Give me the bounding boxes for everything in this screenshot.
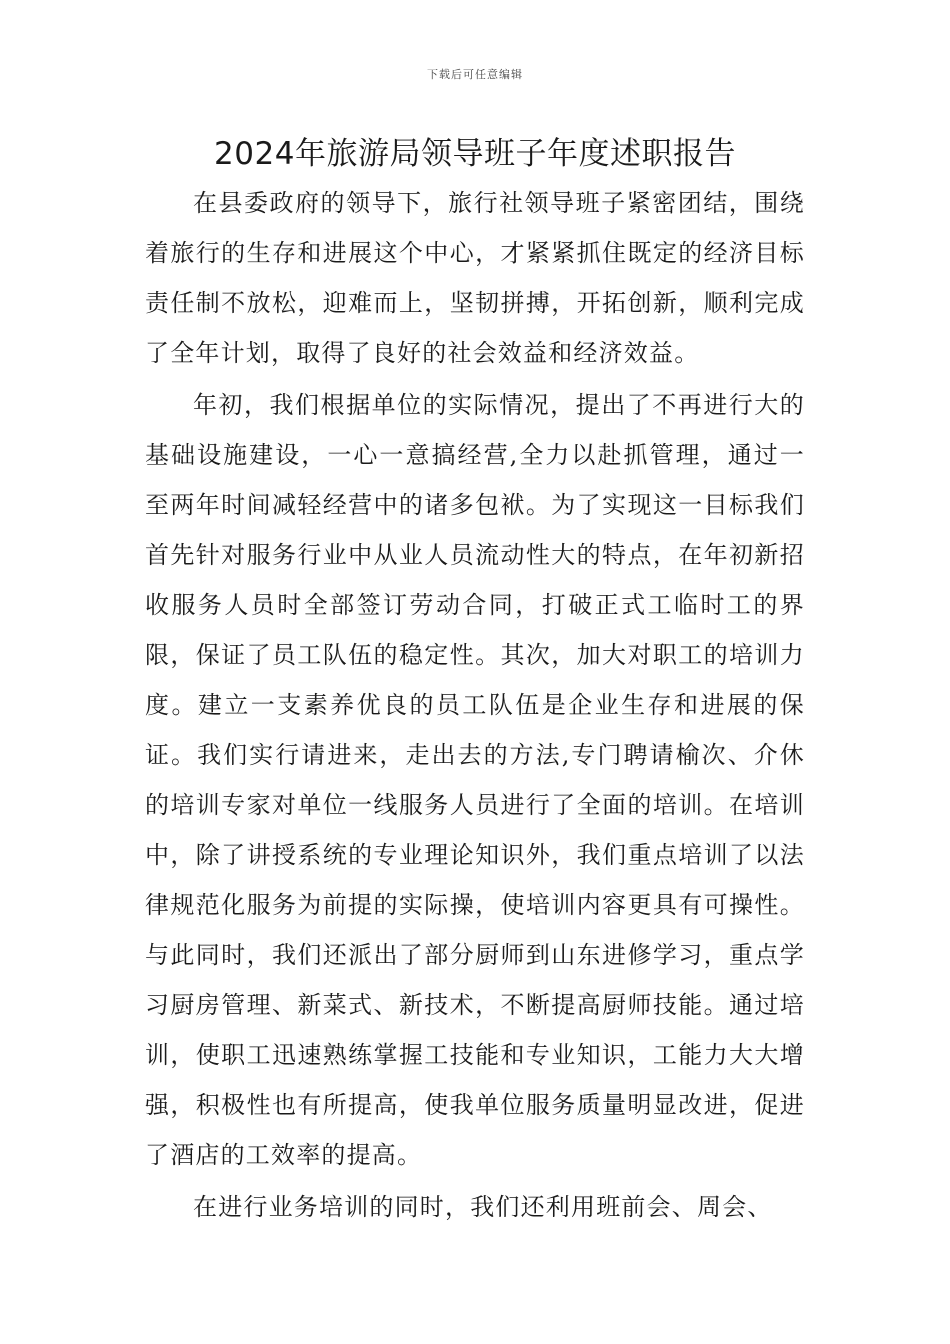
header-note: 下载后可任意编辑 xyxy=(427,68,523,81)
paragraph-1: 在县委政府的领导下，旅行社领导班子紧密团结，围绕着旅行的生存和进展这个中心，才紧紧抓住既定的经济目标责任制不放松，迎难而上，坚韧拼搏，开拓创新，顺利完成了全年计划，取得了良好的社会效益和经济效益。 xyxy=(145,189,805,367)
paragraph-2: 年初，我们根据单位的实际情况，提出了不再进行大的基础设施建设，一心一意搞经营,全力以赴抓管理，通过一至两年时间减轻经营中的诸多包袱。为了实现这一目标我们首先针对服务行业中从业人员流动性大的特点，在年初新招收服务人员时全部签订劳动合同，打破正式工临时工的界限，保证了员工队伍的稳定性。其次，加大对职工的培训力度。建立一支素养优良的员工队伍是企业生存和进展的保证。我们实行请进来，走出去的方法,专门聘请榆次、介休的培训专家对单位一线服务人员进行了全面的培训。在培训中，除了讲授系统的专业理论知识外，我们重点培训了以法律规范化服务为前提的实际操，使培训内容更具有可操性。与此同时，我们还派出了部分厨师到山东进修学习，重点学习厨房管理、新菜式、新技术，不断提高厨师技能。通过培训，使职工迅速熟练掌握工技能和专业知识，工能力大大增强，积极性也有所提高，使我单位服务质量明显改进，促进了酒店的工效率的提高。 xyxy=(145,391,805,1169)
document-body xyxy=(145,178,805,1234)
page-title: 2024年旅游局领导班子年度述职报告 xyxy=(214,136,736,172)
paragraph-3: 在进行业务培训的同时，我们还利用班前会、周会、 xyxy=(193,1193,773,1221)
